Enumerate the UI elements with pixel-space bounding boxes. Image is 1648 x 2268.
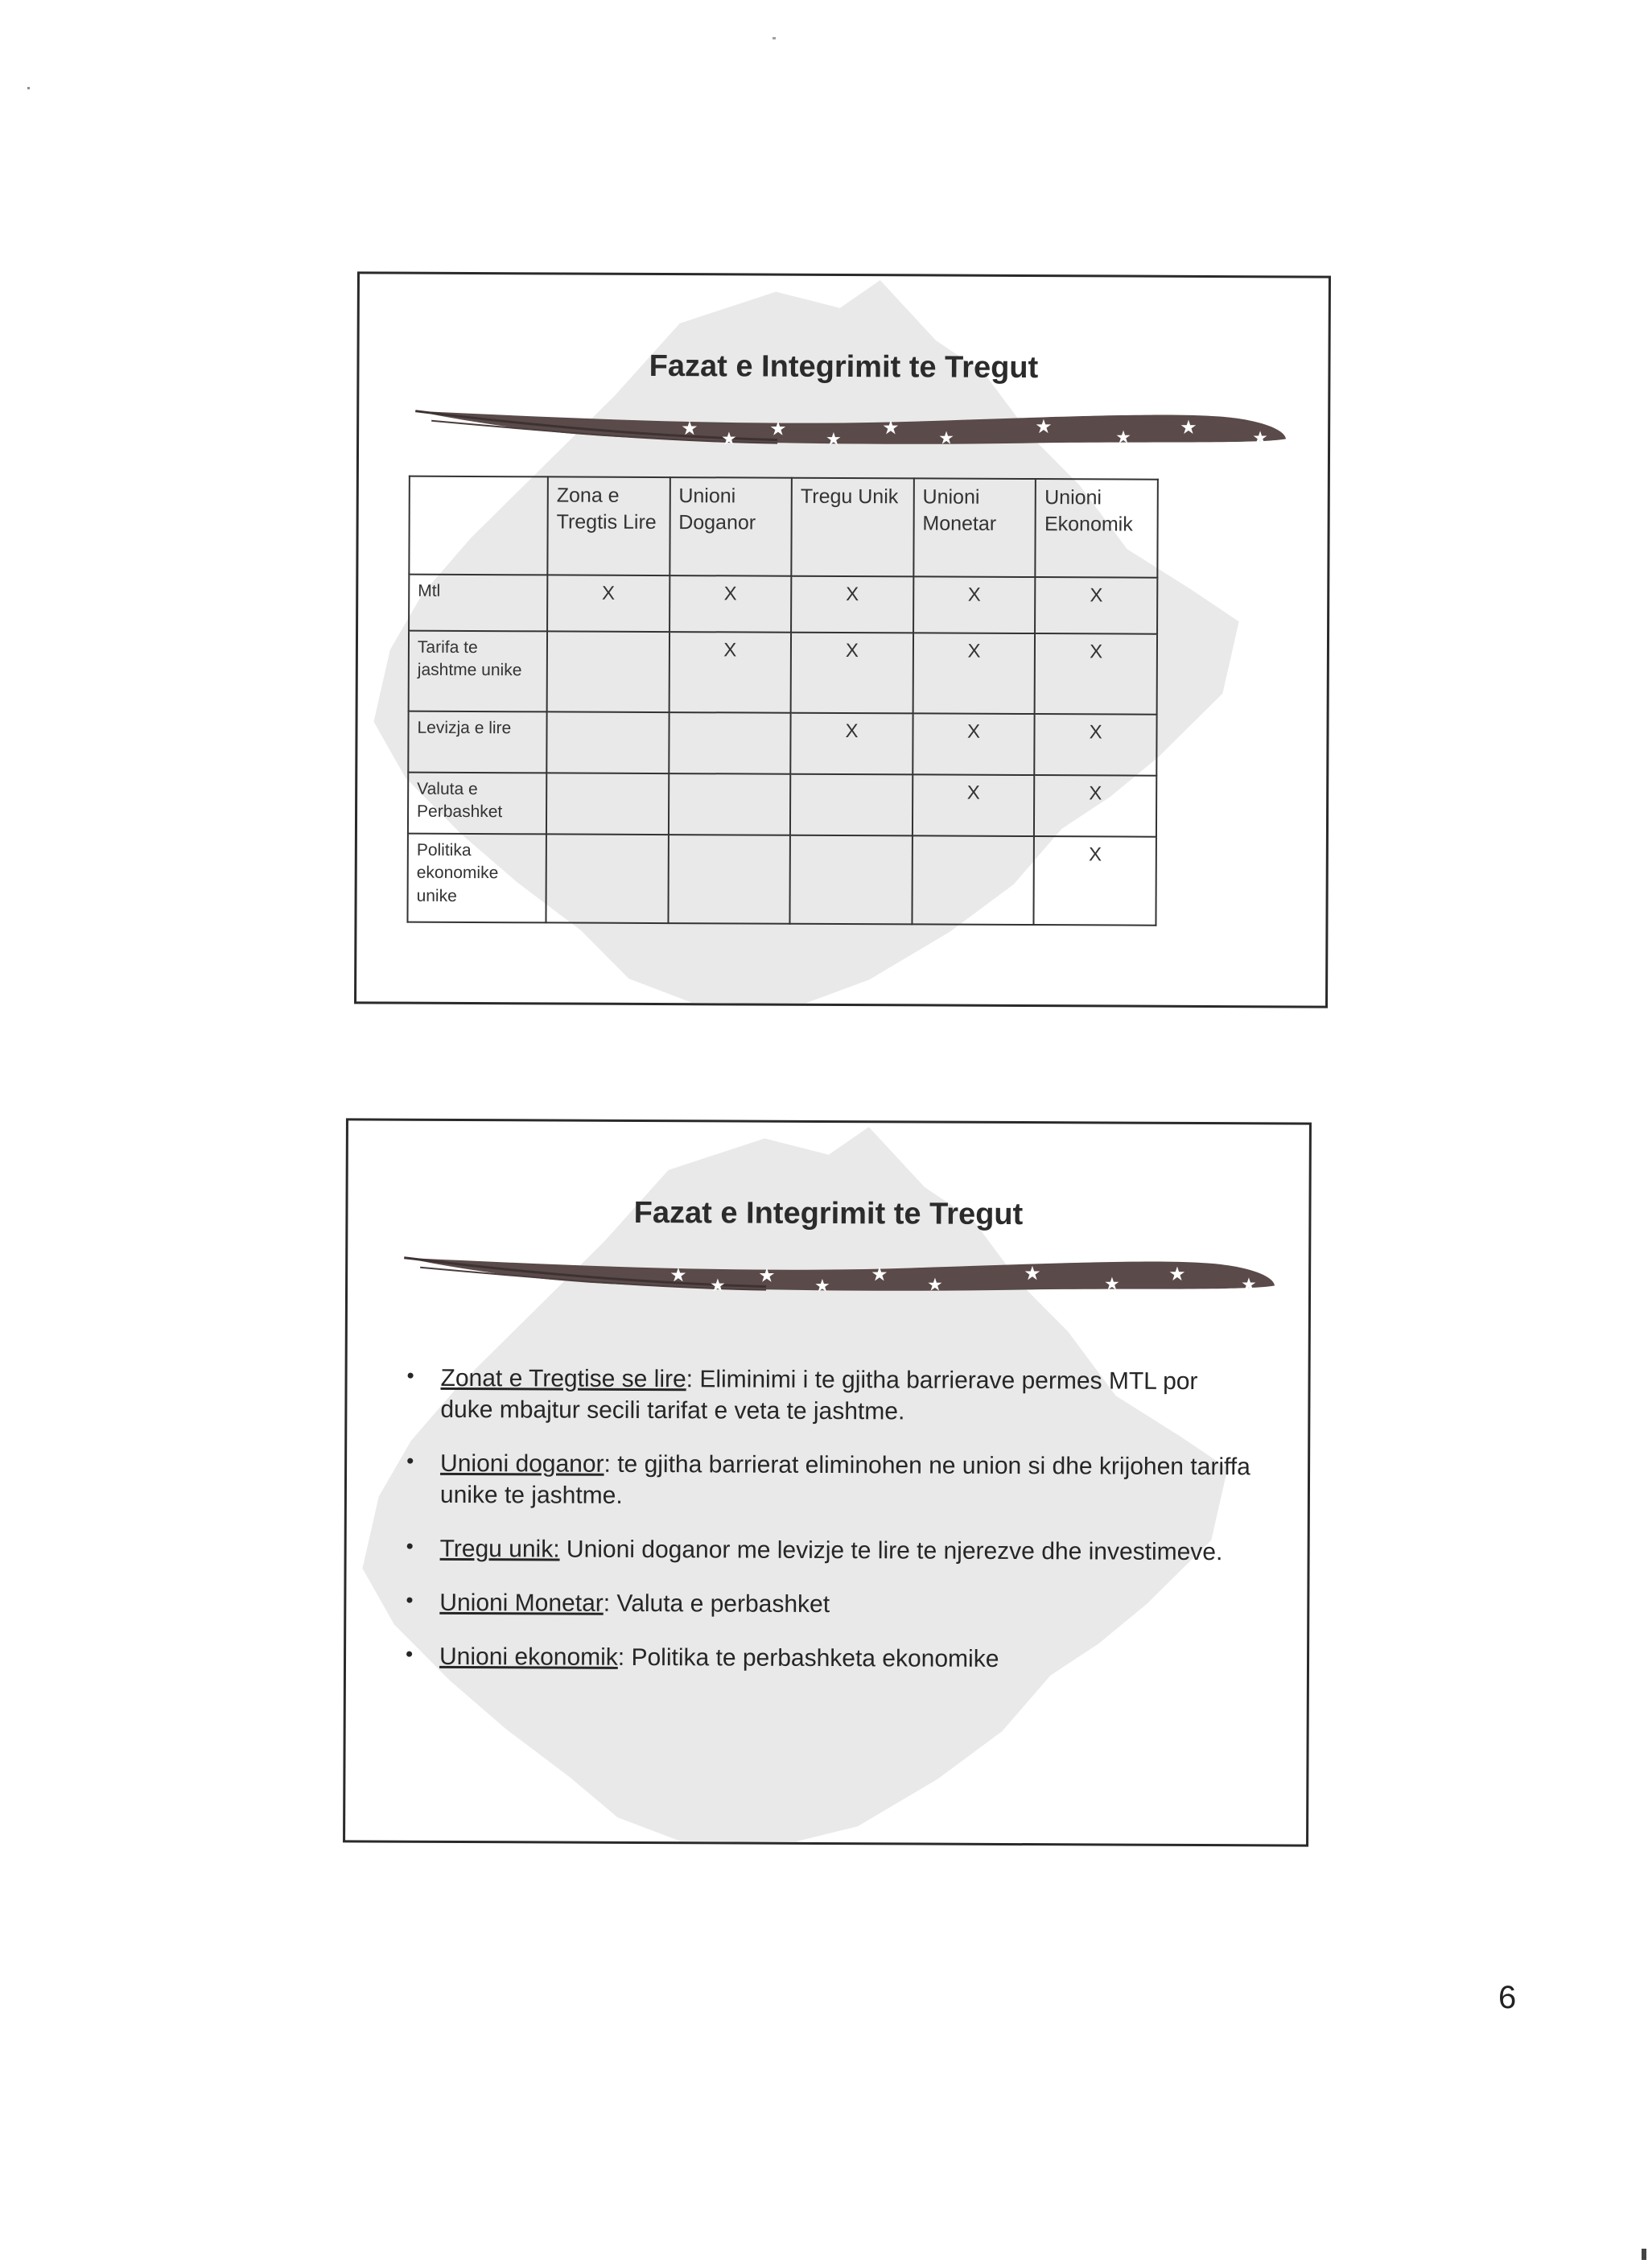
svg-text:★: ★ bbox=[1035, 416, 1053, 439]
table-cell: X bbox=[547, 575, 670, 632]
scan-speck bbox=[772, 37, 776, 39]
svg-text:★: ★ bbox=[938, 427, 954, 448]
table-cell: X bbox=[1034, 836, 1156, 926]
table-cell bbox=[668, 835, 790, 924]
bullet: • bbox=[406, 1641, 414, 1666]
table-header-cell: Tregu Unik bbox=[792, 478, 914, 577]
svg-text:★: ★ bbox=[1180, 416, 1197, 439]
svg-text:★: ★ bbox=[814, 1275, 830, 1297]
table-cell: X bbox=[669, 632, 791, 713]
svg-text:★: ★ bbox=[670, 1264, 687, 1287]
list-item bbox=[402, 1587, 1255, 1623]
table-cell bbox=[546, 711, 669, 773]
svg-text:★: ★ bbox=[1115, 427, 1131, 447]
table-header-cell bbox=[409, 476, 548, 575]
svg-text:★: ★ bbox=[1241, 1274, 1257, 1295]
bullet: • bbox=[406, 1587, 414, 1612]
integration-stages-table bbox=[406, 476, 1158, 926]
term: Unioni doganor bbox=[440, 1449, 604, 1478]
svg-text:★: ★ bbox=[927, 1274, 943, 1295]
svg-text:★: ★ bbox=[882, 417, 900, 439]
table-cell: X bbox=[790, 713, 913, 775]
row-label: Valuta e Perbashket bbox=[408, 773, 546, 835]
slide-stages-table bbox=[354, 271, 1331, 1008]
term-separator: : bbox=[603, 1590, 617, 1617]
table-cell: X bbox=[791, 576, 913, 633]
term-separator: : bbox=[686, 1366, 700, 1393]
list-item bbox=[403, 1533, 1256, 1569]
term-separator: : bbox=[604, 1450, 618, 1478]
term: Unioni Monetar bbox=[439, 1589, 604, 1617]
table-cell bbox=[546, 773, 669, 835]
row-label: Mtl bbox=[409, 575, 547, 632]
table-cell bbox=[912, 835, 1034, 925]
svg-text:★: ★ bbox=[1024, 1263, 1041, 1285]
table-cell: X bbox=[1035, 714, 1157, 776]
list-item bbox=[403, 1363, 1256, 1429]
table-cell: X bbox=[913, 713, 1035, 775]
table-cell: X bbox=[913, 774, 1035, 836]
svg-text:★: ★ bbox=[721, 428, 737, 449]
term: Tregu unik: bbox=[439, 1535, 560, 1563]
svg-text:★: ★ bbox=[681, 418, 698, 440]
definition: te gjitha barrierat eliminohen ne union si dhe krijohen tariffa unike te jashtme. bbox=[439, 1450, 1250, 1509]
table-cell: X bbox=[913, 576, 1036, 633]
term-separator: : bbox=[617, 1643, 632, 1671]
svg-text:★: ★ bbox=[758, 1264, 776, 1287]
svg-text:★: ★ bbox=[826, 428, 842, 449]
table-header-cell: Unioni Doganor bbox=[670, 477, 792, 576]
table-cell: X bbox=[791, 633, 913, 714]
bullet: • bbox=[406, 1448, 414, 1473]
scan-speck bbox=[1642, 2249, 1646, 2260]
list-item bbox=[403, 1448, 1256, 1515]
svg-text:★: ★ bbox=[1104, 1273, 1120, 1294]
slide-stages-definitions bbox=[343, 1118, 1312, 1846]
table-row bbox=[409, 631, 1157, 715]
svg-text:★: ★ bbox=[769, 418, 787, 440]
scan-speck bbox=[27, 87, 30, 89]
table-cell: X bbox=[913, 633, 1035, 714]
table-cell: X bbox=[1035, 577, 1157, 634]
page-number: 6 bbox=[1498, 1980, 1517, 2015]
table-cell bbox=[669, 773, 791, 835]
table-header-cell: Unioni Ekonomik bbox=[1036, 479, 1158, 578]
slide-title: Fazat e Integrimit te Tregut bbox=[649, 348, 1039, 386]
svg-text:★: ★ bbox=[710, 1275, 726, 1296]
table-cell: X bbox=[1035, 633, 1157, 715]
svg-text:★: ★ bbox=[871, 1264, 888, 1286]
list-item bbox=[402, 1641, 1255, 1676]
eu-stars-banner bbox=[396, 1240, 1281, 1309]
table-cell: X bbox=[1034, 775, 1156, 837]
slide-title: Fazat e Integrimit te Tregut bbox=[633, 1195, 1024, 1232]
table-cell bbox=[790, 835, 913, 925]
table-cell bbox=[790, 774, 913, 836]
table-row bbox=[407, 834, 1156, 926]
row-label: Tarifa te jashtme unike bbox=[409, 631, 547, 712]
table-cell bbox=[546, 834, 668, 923]
definition: Eliminimi i te gjitha barrierave permes MTL por duke mbajtur secili tarifat e veta te jashtme. bbox=[440, 1366, 1198, 1425]
definition: Politika te perbashketa ekonomike bbox=[631, 1643, 999, 1672]
svg-text:★: ★ bbox=[1168, 1263, 1186, 1285]
definition: Unioni doganor me levizje te lire te njerezve dhe investimeve. bbox=[566, 1536, 1223, 1566]
table-row bbox=[408, 773, 1156, 837]
definition: Valuta e perbashket bbox=[616, 1590, 830, 1619]
definitions-list bbox=[402, 1363, 1257, 1699]
table-header-cell: Unioni Monetar bbox=[913, 478, 1036, 577]
row-label: Levizja e lire bbox=[408, 711, 546, 773]
bullet: • bbox=[406, 1363, 414, 1388]
eu-stars-banner bbox=[407, 394, 1292, 462]
term: Unioni ekonomik bbox=[439, 1643, 618, 1671]
table-cell: X bbox=[670, 575, 792, 633]
table-cell bbox=[547, 631, 670, 712]
svg-text:★: ★ bbox=[1252, 427, 1268, 448]
table-header-cell: Zona e Tregtis Lire bbox=[547, 476, 670, 575]
table-row bbox=[409, 575, 1157, 634]
bullet: • bbox=[406, 1533, 414, 1558]
table-cell bbox=[669, 712, 791, 774]
term: Zonat e Tregtise se lire bbox=[440, 1364, 686, 1393]
table-row bbox=[408, 711, 1156, 776]
table-header-row bbox=[409, 476, 1158, 578]
row-label: Politika ekonomike unike bbox=[407, 834, 546, 923]
